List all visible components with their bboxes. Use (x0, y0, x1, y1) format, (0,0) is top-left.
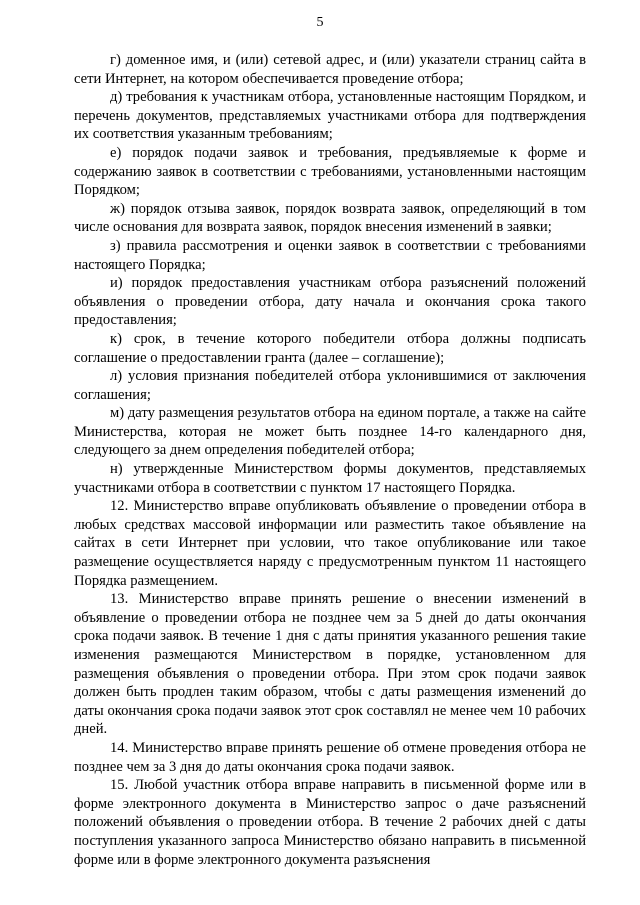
paragraph-item-zh: ж) порядок отзыва заявок, порядок возврата заявок, определяющий в том числе основания для возврата заявок, порядок внесения изменений в заявки; (74, 200, 586, 236)
paragraph-item-i: и) порядок предоставления участникам отбора разъяснений положений объявления о проведении отбора, дату начала и окончания срока такого предоставления; (74, 275, 586, 329)
paragraph-item-m: м) дату размещения результатов отбора на едином портале, а также на сайте Министерства, которая не может быть позднее 14-го календарного дня, следующего за днем определения победителей отбора; (74, 405, 586, 459)
paragraph-section-14: 14. Министерство вправе принять решение об отмене проведения отбора не позднее чем за 3 дня до даты окончания срока подачи заявок. (74, 739, 586, 775)
page-number: 5 (316, 15, 324, 30)
paragraph-section-13: 13. Министерство вправе принять решение о внесении изменений в объявление о проведении отбора не позднее чем за 5 дней до даты окончания срока подачи заявок. В течение 1 дня с даты принятия указанного решения такие изменения размещаются Министерством в порядке, установленном для размещения объявления о проведении отбора. При этом срок подачи заявок должен быть продлен таким образом, чтобы с даты размещения изменений до даты окончания срока подачи заявок этот срок составлял не менее чем 10 рабочих дней. (74, 591, 586, 738)
paragraph-section-15: 15. Любой участник отбора вправе направить в письменной форме или в форме электронного документа в Министерство запрос о даче разъяснений положений объявления о проведении отбора. В течение 2 рабочих дней с даты поступления указанного запроса Министерство обязано направить в письменной форме или в форме электронного документа разъяснения (74, 777, 586, 868)
paragraph-item-d: д) требования к участникам отбора, установленные настоящим Порядком, и перечень документов, представляемых участниками отбора для подтверждения их соответствия указанным требованиям; (74, 89, 586, 143)
paragraph-item-n: н) утвержденные Министерством формы документов, представляемых участниками отбора в соответствии с пунктом 17 настоящего Порядка. (74, 461, 586, 496)
paragraph-item-k: к) срок, в течение которого победители отбора должны подписать соглашение о предоставлении гранта (далее – соглашение); (74, 330, 586, 366)
paragraph-item-z: з) правила рассмотрения и оценки заявок в соответствии с требованиями настоящего Порядка; (74, 237, 586, 273)
paragraph-item-g: г) доменное имя, и (или) сетевой адрес, и (или) указатели страниц сайта в сети Интернет, на котором обеспечивается проведение отбора; (74, 52, 586, 87)
paragraph-item-e: е) порядок подачи заявок и требования, предъявляемые к форме и содержанию заявок в соответствии с требованиями, установленными настоящим Порядком; (74, 144, 586, 199)
paragraph-section-12: 12. Министерство вправе опубликовать объявление о проведении отбора в любых средствах массовой информации или разместить такое объявление на сайтах в сети Интернет при условии, что такое опубликование или такое размещение осуществляется наряду с предусмотренным пунктом 11 настоящего Порядка размещением. (74, 498, 586, 589)
paragraph-item-l: л) условия признания победителей отбора уклонившимися от заключения соглашения; (74, 368, 586, 403)
document-body (74, 51, 586, 869)
